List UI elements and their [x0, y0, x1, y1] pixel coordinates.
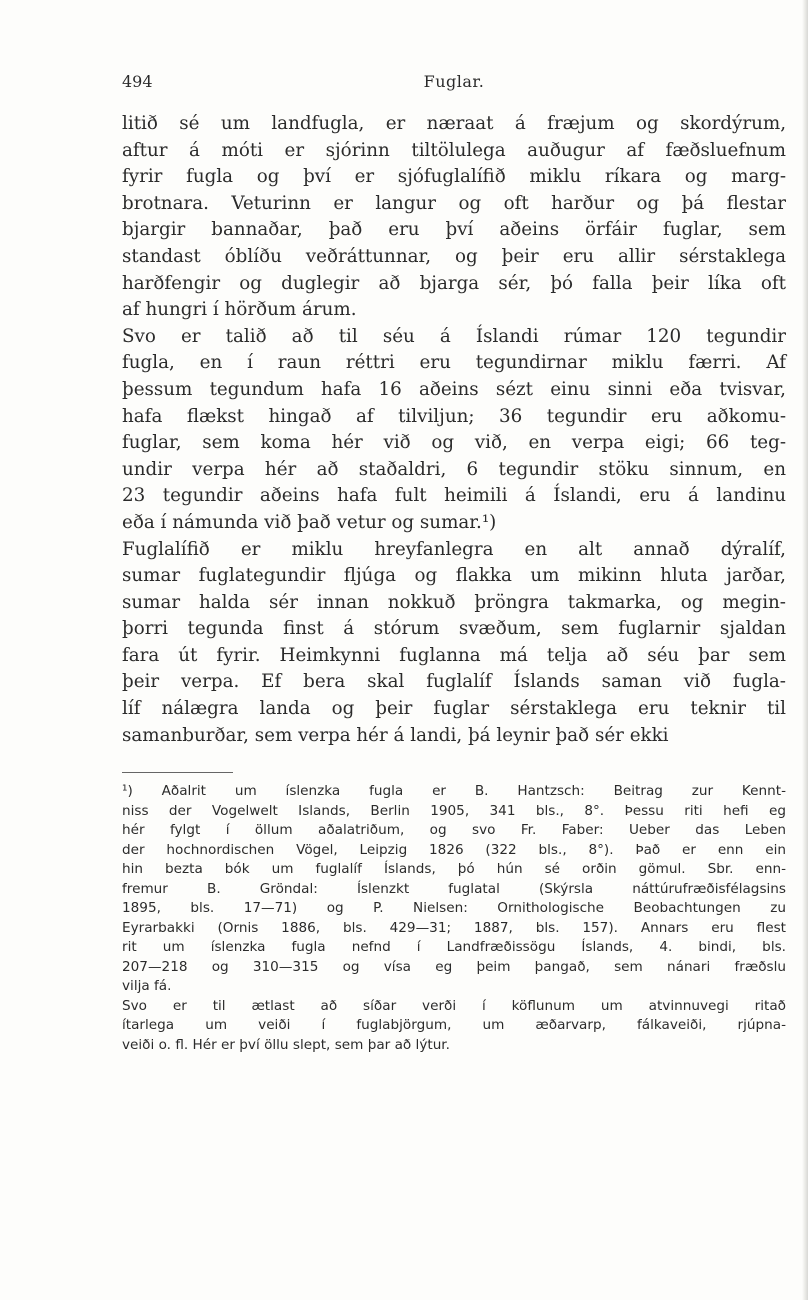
page-header	[122, 72, 786, 98]
body-line: undir verpa hér að staðaldri, 6 tegundir stöku sinnum, en	[122, 458, 786, 480]
footnote-line: ítarlega um veiði í fuglabjörgum, um æðarvarp, fálkaveiði, rjúpna-	[122, 1017, 786, 1033]
body-line: fuglar, sem koma hér við og við, en verpa eigi; 66 teg-	[122, 432, 786, 454]
body-line: Fuglalífið er miklu hreyfanlegra en alt annað dýralíf,	[122, 538, 786, 560]
body-line: fugla, en í raun réttri eru tegundirnar miklu færri. Af	[122, 352, 786, 374]
footnote-line: veiði o. fl. Hér er því öllu slept, sem þar að lýtur.	[122, 1036, 450, 1053]
page-edge-shadow	[802, 0, 808, 1300]
footnote-line: hér fylgt í öllum aðalatriðum, og svo Fr. Faber: Ueber das Leben	[122, 822, 786, 838]
footnote-line: ¹) Aðalrit um íslenzka fugla er B. Hantzsch: Beitrag zur Kennt-	[122, 783, 786, 799]
footnote-line: niss der Vogelwelt Islands, Berlin 1905, 341 bls., 8°. Þessu riti hefi eg	[122, 802, 786, 819]
body-line: af hungri í hörðum árum.	[122, 299, 357, 321]
body-line: aftur á móti er sjórinn tiltölulega auðugur af fæðsluefnum	[122, 139, 786, 161]
footnote-line: 1895, bls. 17—71) og P. Nielsen: Ornithologische Beobachtungen zu	[122, 900, 786, 916]
body-line: sumar halda sér innan nokkuð þröngra takmarka, og megin-	[122, 591, 786, 613]
footnote-line: Eyrarbakki (Ornis 1886, bls. 429—31; 1887, bls. 157). Annars eru flest	[122, 919, 786, 936]
body-line: fara út fyrir. Heimkynni fuglanna má telja að séu þar sem	[122, 644, 786, 666]
footnote-line: 207—218 og 310—315 og vísa eg þeim þangað, sem nánari fræðslu	[122, 958, 786, 975]
running-title: Fuglar.	[423, 72, 485, 91]
footnotes	[122, 782, 786, 1055]
body-line: fyrir fugla og því er sjófuglalífið miklu ríkara og marg-	[122, 166, 786, 188]
body-line: þessum tegundum hafa 16 aðeins sézt einu sinni eða tvisvar,	[122, 378, 786, 400]
footnote-line: der hochnordischen Vögel, Leipzig 1826 (322 bls., 8°). Það er enn ein	[122, 841, 786, 858]
body-line: eða í námunda við það vetur og sumar.¹)	[122, 511, 497, 533]
footnote-line: vilja fá.	[122, 978, 172, 994]
body-line: líf nálægra landa og þeir fuglar sérstaklega eru teknir til	[122, 698, 786, 720]
body-line: harðfengir og duglegir að bjarga sér, þó falla þeir líka oft	[122, 272, 786, 294]
body-line: þeir verpa. Ef bera skal fuglalíf Íslands saman við fugla-	[122, 671, 786, 693]
body-line: 23 tegundir aðeins hafa fult heimili á Íslandi, eru á landinu	[122, 485, 786, 507]
body-line: hafa flækst hingað af tilviljun; 36 tegundir eru aðkomu-	[122, 405, 786, 427]
page-number: 494	[122, 72, 153, 91]
body-line: Svo er talið að til séu á Íslandi rúmar 120 tegundir	[122, 325, 786, 347]
body-text	[122, 111, 786, 749]
body-line: þorri tegunda finst á stórum svæðum, sem fuglarnir sjaldan	[122, 618, 786, 640]
body-line: litið sé um landfugla, er næraat á fræjum og skordýrum,	[122, 113, 786, 134]
body-line: standast óblíðu veðráttunnar, og þeir eru allir sérstaklega	[122, 245, 786, 267]
body-line: sumar fuglategundir fljúga og flakka um mikinn hluta jarðar,	[122, 565, 786, 587]
footnote-separator	[122, 772, 233, 773]
footnote-line: fremur B. Gröndal: Íslenzkt fuglatal (Skýrsla náttúrufræðisfélagsins	[122, 880, 786, 897]
body-line: samanburðar, sem verpa hér á landi, þá leynir það sér ekki	[122, 724, 669, 746]
footnote-line: hin bezta bók um fuglalíf Íslands, þó hún sé orðin gömul. Sbr. enn-	[122, 861, 786, 877]
footnote-line: Svo er til ætlast að síðar verði í köflunum um atvinnuvegi ritað	[122, 997, 786, 1014]
body-line: brotnara. Veturinn er langur og oft harður og þá flestar	[122, 192, 786, 214]
footnote-line: rit um íslenzka fugla nefnd í Landfræðissögu Íslands, 4. bindi, bls.	[122, 939, 786, 955]
body-line: bjargir bannaðar, það eru því aðeins örfáir fuglar, sem	[122, 219, 786, 241]
